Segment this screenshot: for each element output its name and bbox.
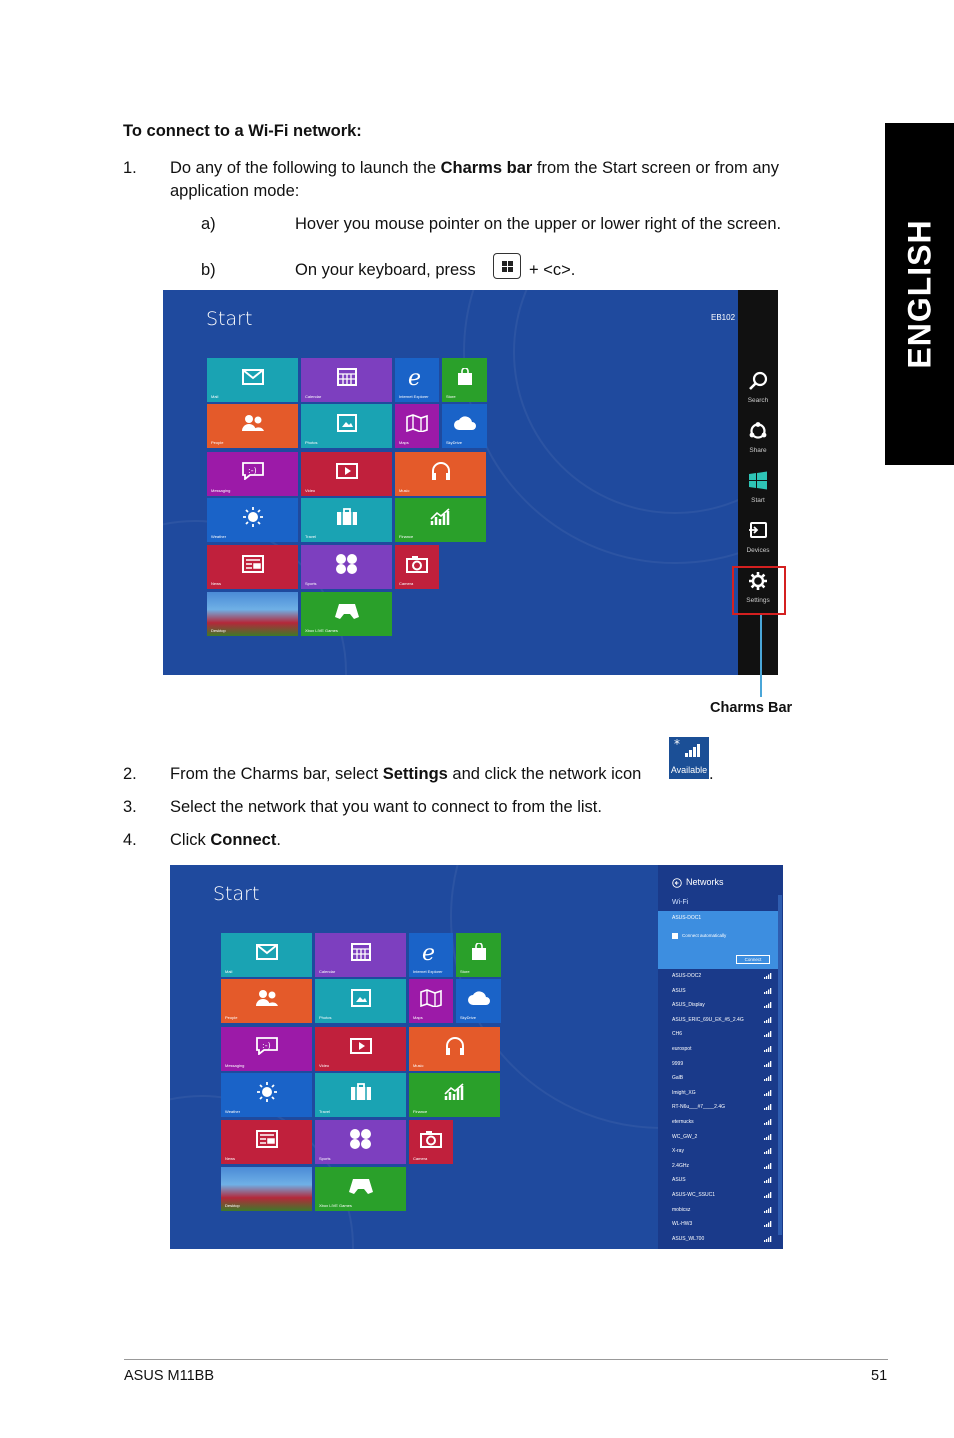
tile-label: Sports — [305, 581, 317, 586]
tile-label: Store — [446, 394, 456, 399]
tile-photo[interactable] — [315, 979, 406, 1023]
network-name: WL-HW3 — [672, 1221, 693, 1228]
footer-model: ASUS M11BB — [124, 1368, 214, 1384]
tile-label: SkyDrive — [446, 440, 463, 445]
tile-label: Mail — [211, 394, 219, 399]
tile-msg[interactable] — [221, 1027, 312, 1071]
signal-strength-icon — [764, 1046, 772, 1054]
tile-label: People — [211, 440, 224, 445]
signal-icon — [669, 737, 709, 767]
network-name: ASUS_WL700 — [672, 1235, 705, 1242]
tile-label: Camera — [399, 581, 414, 586]
tile-bag[interactable] — [315, 1073, 406, 1117]
tile-label: Video — [305, 488, 316, 493]
step-number: 3. — [123, 798, 137, 816]
network-item[interactable] — [672, 1031, 772, 1037]
text-bold: Settings — [382, 765, 448, 783]
tile-label: Music — [413, 1063, 424, 1068]
network-item[interactable] — [672, 1061, 772, 1067]
network-item[interactable] — [672, 1236, 772, 1242]
wifi-section-label: Wi-Fi — [672, 899, 689, 906]
callout-label: Charms Bar — [710, 700, 793, 716]
tile-desktop[interactable] — [221, 1167, 312, 1211]
tile-maps[interactable] — [409, 979, 453, 1023]
network-name: X-ray — [672, 1148, 684, 1155]
tile-store[interactable] — [456, 933, 501, 977]
tile-label: Photos — [319, 1015, 332, 1020]
user-name: EB102 — [711, 313, 736, 322]
network-item[interactable] — [672, 1163, 772, 1169]
selected-network-name: ASUS-DOC1 — [672, 915, 702, 921]
charm-devices[interactable] — [738, 513, 778, 563]
text-part: From the Charms bar, select — [170, 765, 383, 783]
text-part: Click — [170, 831, 211, 849]
charms-bar — [738, 290, 778, 675]
text-part: Do any of the following to launch the — [170, 159, 441, 177]
signal-strength-icon — [764, 1236, 772, 1244]
tile-label: News — [225, 1156, 236, 1161]
tile-game[interactable] — [301, 592, 392, 636]
tile-label: Music — [399, 488, 410, 493]
tile-ie[interactable] — [395, 358, 439, 402]
network-name: RT-N6u___#7____2.4G — [672, 1104, 726, 1111]
network-name: WC_GW_2 — [672, 1133, 698, 1140]
network-list — [658, 973, 783, 1249]
tile-label: Video — [319, 1063, 330, 1068]
tile-label: Xbox LIVE Games — [319, 1203, 352, 1208]
tile-cloud[interactable] — [442, 404, 487, 448]
network-name: 9999 — [672, 1060, 684, 1067]
tile-people[interactable] — [207, 404, 298, 448]
charm-search[interactable] — [738, 363, 778, 413]
signal-strength-icon — [764, 1177, 772, 1185]
step-number: 2. — [123, 765, 137, 783]
network-item[interactable] — [672, 1075, 772, 1081]
language-tab — [885, 123, 954, 465]
network-item[interactable] — [672, 1119, 772, 1125]
tile-sports[interactable] — [315, 1120, 406, 1164]
tile-label: Finance — [413, 1109, 428, 1114]
substep-text-end: + <c>. — [529, 261, 576, 279]
network-name: Imight_XG — [672, 1089, 696, 1096]
back-arrow-icon[interactable] — [672, 878, 682, 888]
tile-cal[interactable] — [315, 933, 406, 977]
tile-maps[interactable] — [395, 404, 439, 448]
svg-text:*: * — [674, 737, 680, 751]
scrollbar[interactable] — [778, 895, 782, 1235]
footer-divider — [124, 1359, 888, 1360]
tile-news[interactable] — [207, 545, 298, 589]
tile-music[interactable] — [395, 452, 486, 496]
tile-ie[interactable] — [409, 933, 453, 977]
tile-photo[interactable] — [301, 404, 392, 448]
tile-label: Internet Explorer — [413, 969, 443, 974]
charm-label: Share — [749, 447, 767, 454]
network-item[interactable] — [672, 1090, 772, 1096]
network-item[interactable] — [672, 1134, 772, 1140]
tile-sun[interactable] — [207, 498, 298, 542]
available-label: Available — [670, 765, 708, 775]
tile-sports[interactable] — [301, 545, 392, 589]
substep-text: Hover you mouse pointer on the upper or lower right of the screen. — [295, 215, 782, 233]
substep-text: On your keyboard, press — [295, 261, 476, 279]
tile-label: Calendar — [305, 394, 322, 399]
networks-screenshot — [170, 865, 783, 1249]
step-text — [170, 830, 281, 850]
network-item[interactable] — [672, 1017, 772, 1023]
step-number: 4. — [123, 831, 137, 849]
signal-strength-icon — [764, 973, 772, 981]
tile-mail[interactable] — [221, 933, 312, 977]
tile-label: Calendar — [319, 969, 336, 974]
signal-strength-icon — [764, 1207, 772, 1215]
network-name: eurospot — [672, 1046, 692, 1052]
svg-text::-): :-) — [247, 466, 257, 476]
tile-label: Camera — [413, 1156, 428, 1161]
network-name: 2.4GHz — [672, 1162, 689, 1169]
charm-share[interactable] — [738, 413, 778, 463]
tile-desktop[interactable] — [207, 592, 298, 636]
panel-title: Networks — [686, 877, 724, 887]
network-name: ASUS — [672, 1177, 686, 1184]
network-item[interactable] — [672, 973, 772, 979]
tile-label: SkyDrive — [460, 1015, 477, 1020]
tile-label: Internet Explorer — [399, 394, 429, 399]
substep-label: a) — [201, 215, 216, 233]
tile-chart[interactable] — [395, 498, 486, 542]
tile-video[interactable] — [301, 452, 392, 496]
signal-strength-icon — [764, 1119, 772, 1127]
network-name: GalB — [672, 1075, 684, 1082]
network-item[interactable] — [672, 1002, 772, 1008]
signal-strength-icon — [764, 1192, 772, 1200]
network-name: ASUS_Display — [672, 1002, 705, 1009]
step-text: Select the network that you want to connect to from the list. — [170, 798, 602, 816]
language-label: ENGLISH — [901, 219, 937, 369]
start-title: Start — [206, 308, 253, 330]
windows-key-icon — [493, 253, 521, 279]
text-bold: Connect — [210, 831, 277, 849]
callout-line — [760, 615, 762, 697]
tile-label: Maps — [399, 440, 409, 445]
network-name: mobicsz — [672, 1206, 691, 1213]
signal-strength-icon — [764, 1104, 772, 1112]
tile-cloud[interactable] — [456, 979, 501, 1023]
signal-strength-icon — [764, 1090, 772, 1098]
tile-grid — [163, 290, 738, 675]
network-name: ASUS-DOC2 — [672, 973, 702, 979]
substep-label: b) — [201, 261, 216, 279]
tile-people[interactable] — [221, 979, 312, 1023]
signal-strength-icon — [764, 1061, 772, 1069]
network-item[interactable] — [672, 1046, 772, 1052]
tile-label: Mail — [225, 969, 233, 974]
tile-game[interactable] — [315, 1167, 406, 1211]
windows-key-box — [493, 253, 521, 279]
network-item[interactable] — [672, 1148, 772, 1154]
signal-strength-icon — [764, 1031, 772, 1039]
tile-label: Travel — [319, 1109, 330, 1114]
signal-strength-icon — [764, 1017, 772, 1025]
svg-text:e: e — [408, 366, 422, 390]
step-number: 1. — [123, 159, 137, 177]
tile-chart[interactable] — [409, 1073, 500, 1117]
charm-start[interactable] — [738, 463, 778, 513]
svg-text::-): :-) — [261, 1041, 271, 1051]
network-item[interactable] — [672, 1207, 772, 1213]
tile-store[interactable] — [442, 358, 487, 402]
tile-label: Sports — [319, 1156, 331, 1161]
tile-label: Weather — [225, 1109, 241, 1114]
tile-label: Finance — [399, 534, 414, 539]
tile-label: News — [211, 581, 222, 586]
tile-mail[interactable] — [207, 358, 298, 402]
tile-label: Messaging — [225, 1063, 245, 1068]
signal-strength-icon — [764, 1075, 772, 1083]
text-part: from the Start screen or from any — [532, 159, 779, 177]
charm-label: Devices — [746, 547, 770, 554]
tile-label: Store — [460, 969, 470, 974]
step-text — [170, 764, 641, 784]
network-name: eternucks — [672, 1119, 694, 1125]
tile-msg[interactable] — [207, 452, 298, 496]
network-name: ASUS_ERIC_69U_EK_#5_2.4G — [672, 1016, 744, 1023]
charm-label: Search — [747, 397, 769, 404]
auto-connect-checkbox[interactable] — [672, 933, 678, 939]
settings-highlight-box — [732, 566, 786, 615]
tile-bag[interactable] — [301, 498, 392, 542]
network-item[interactable] — [672, 988, 772, 994]
svg-text:e: e — [422, 941, 436, 965]
network-item[interactable] — [672, 1221, 772, 1227]
tile-camera[interactable] — [409, 1120, 453, 1164]
text-part: . — [276, 831, 281, 849]
tile-cal[interactable] — [301, 358, 392, 402]
tile-music[interactable] — [409, 1027, 500, 1071]
tile-label: Weather — [211, 534, 227, 539]
signal-strength-icon — [764, 1134, 772, 1142]
step-text — [170, 158, 779, 178]
connect-button[interactable]: Connect — [736, 955, 770, 964]
text-bold: Charms bar — [440, 159, 533, 177]
page-number: 51 — [871, 1368, 888, 1384]
network-available-icon — [669, 737, 709, 779]
step-end: . — [709, 765, 714, 783]
signal-strength-icon — [764, 1221, 772, 1229]
text-part: and click the network icon — [447, 765, 642, 783]
tile-label: Travel — [305, 534, 316, 539]
tile-label: Maps — [413, 1015, 423, 1020]
selected-network-card[interactable] — [658, 911, 778, 969]
tile-label: Messaging — [211, 488, 231, 493]
section-heading: To connect to a Wi-Fi network: — [123, 122, 362, 140]
tile-label: People — [225, 1015, 238, 1020]
start-screen-screenshot — [163, 290, 778, 675]
tile-camera[interactable] — [395, 545, 439, 589]
tile-grid — [177, 865, 657, 1249]
network-item[interactable] — [672, 1104, 772, 1110]
auto-connect-label: Connect automatically — [682, 933, 727, 938]
network-name: ASUS — [672, 987, 686, 994]
tile-label: Photos — [305, 440, 318, 445]
tile-label: Xbox LIVE Games — [305, 628, 338, 633]
networks-panel — [658, 865, 783, 1249]
signal-strength-icon — [764, 1148, 772, 1156]
tile-sun[interactable] — [221, 1073, 312, 1117]
network-item[interactable] — [672, 1177, 772, 1183]
signal-strength-icon — [764, 1002, 772, 1010]
network-item[interactable] — [672, 1192, 772, 1198]
network-name: CH6 — [672, 1031, 683, 1038]
tile-label: Desktop — [225, 1203, 240, 1208]
signal-strength-icon — [764, 988, 772, 996]
network-name: ASUS-WC_SSUC1 — [672, 1192, 716, 1198]
tile-label: Desktop — [211, 628, 226, 633]
charm-label: Start — [751, 497, 765, 504]
charm-label: Settings — [746, 597, 770, 604]
tile-news[interactable] — [221, 1120, 312, 1164]
step-text-line2: application mode: — [170, 182, 300, 200]
tile-video[interactable] — [315, 1027, 406, 1071]
start-title: Start — [213, 883, 260, 905]
signal-strength-icon — [764, 1163, 772, 1171]
